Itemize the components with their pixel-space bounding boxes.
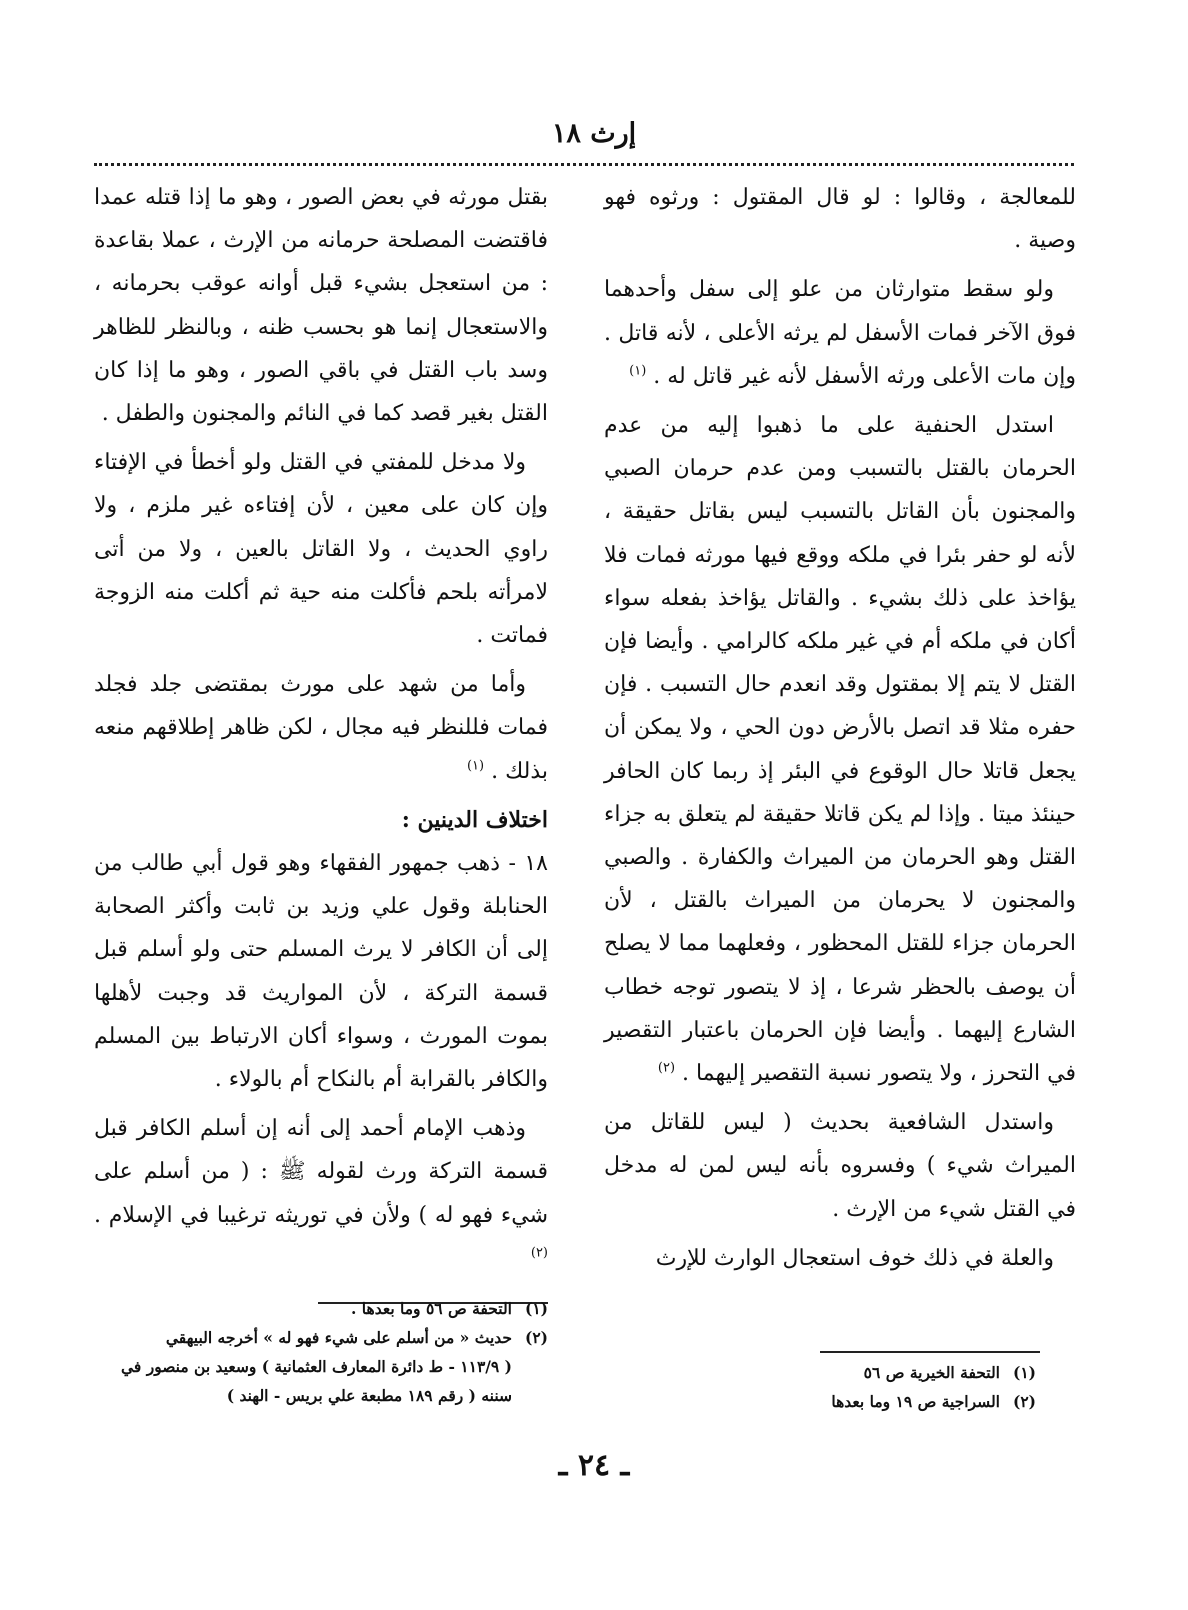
header-dotted-rule	[94, 163, 1074, 166]
paragraph: والعلة في ذلك خوف استعجال الوارث للإرث	[655, 1245, 1054, 1271]
right-footnotes	[604, 1358, 1036, 1416]
paragraph: ١٨ - ذهب جمهور الفقهاء وهو قول أبي طالب من الحنابلة وقول علي وزيد بن ثابت وأكثر الصحابة إلى أن الكافر لا يرث المسلم حتى ولو أسلم قبل قسمة التركة ، لأن المواريث قد وجبت لأهلها بموت المورث ، وسواء أكان الارتباط بين المسلم والكافر بالقرابة أم بالنكاح أم بالولاء .	[94, 851, 548, 1093]
page-number: ـ ٢٤ ـ	[558, 1448, 630, 1483]
paragraph: ولا مدخل للمفتي في القتل ولو أخطأ في الإفتاء وإن كان على معين ، لأن إفتاءه غير ملزم ، ولا راوي الحديث ، ولا القاتل بالعين ، ولا من أتى لامرأته بلحم فأكلت منه حية ثم أكلت منه الزوجة فماتت .	[94, 450, 548, 649]
paragraph: ولو سقط متوارثان من علو إلى سفل وأحدهما فوق الآخر فمات الأسفل لم يرثه الأعلى ، لأنه قاتل . وإن مات الأعلى ورثه الأسفل لأنه غير قاتل له . $^{(١)}$	[604, 277, 1076, 389]
footnote: (٢)السراجية ص ١٩ وما بعدها	[831, 1392, 1036, 1411]
right-column	[604, 176, 1076, 1286]
footnote: (١)التحفة الخيرية ص ٥٦	[863, 1363, 1036, 1382]
footnote-ref: (١)	[466, 758, 485, 774]
paragraph: للمعالجة ، وقالوا : لو قال المقتول : ورثوه فهو وصية .	[604, 185, 1076, 254]
footnote-ref: (٢)	[657, 1060, 676, 1076]
footnote: (١)التحفة ص ٥٦ وما بعدها .	[351, 1299, 548, 1318]
paragraph: بقتل مورثه في بعض الصور ، وهو ما إذا قتله عمدا فاقتضت المصلحة حرمانه من الإرث ، عملا بقاعدة : من استعجل بشيء قبل أوانه عوقب بحرمانه ، والاستعجال إنما هو بحسب ظنه ، وبالنظر للظاهر وسد باب القتل في باقي الصور ، وهو ما إذا كان القتل بغير قصد كما في النائم والمجنون والطفل .	[94, 185, 549, 427]
left-footnotes	[94, 1294, 548, 1410]
paragraph: وذهب الإمام أحمد إلى أنه إن أسلم الكافر قبل قسمة التركة ورث لقوله ﷺ : ( من أسلم على شيء فهو له ) ولأن في توريثه ترغيبا في الإسلام . $^{(٢)}$	[94, 1116, 548, 1261]
footnote: سننه ( رقم ١٨٩ مطبعة علي بريس - الهند )	[226, 1386, 512, 1405]
paragraph: استدل الحنفية على ما ذهبوا إليه من عدم الحرمان بالقتل بالتسبب ومن عدم حرمان الصبي والمجنون بأن القاتل بالتسبب ليس بقاتل حقيقة ، لأنه لو حفر بئرا في ملكه ووقع فيها مورثه فمات فلا يؤاخذ على ذلك بشيء . والقاتل يؤاخذ بفعله سواء أكان في ملكه أم في غير ملكه كالرامي . وأيضا فإن القتل لا يتم إلا بمقتول وقد انعدم حال التسبب . فإن حفره مثلا قد اتصل بالأرض دون الحي ، ولا يمكن أن يجعل قاتلا حال الوقوع في البئر إذ ربما كان الحافر حينئذ ميتا . وإذا لم يكن قاتلا حقيقة لم يتعلق به جزاء القتل وهو الحرمان من الميراث والكفارة . والصبي والمجنون لا يحرمان من الميراث بالقتل ، لأن الحرمان جزاء للقتل المحظور ، وفعلهما مما لا يصلح أن يوصف بالحظر شرعا ، إذ لا يتصور توجه خطاب الشارع إليهما . وأيضا فإن الحرمان باعتبار التقصير في التحرز ، ولا يتصور نسبة التقصير إليهما . $^{(٢)}$	[604, 413, 1076, 1087]
left-column	[94, 176, 548, 1286]
footnote-ref: (٢)	[530, 1245, 548, 1261]
paragraph: وأما من شهد على مورث بمقتضى جلد فجلد فمات فللنظر فيه مجال ، لكن ظاهر إطلاقهم منعه بذلك . $^{(١)}$	[94, 672, 548, 784]
paragraph: واستدل الشافعية بحديث ( ليس للقاتل من الميراث شيء ) وفسروه بأنه ليس لمن له مدخل في القتل شيء من الإرث .	[604, 1110, 1076, 1222]
footnote-rule	[820, 1351, 1040, 1353]
section-heading: اختلاف الدينين :	[401, 806, 548, 833]
footnote: ( ١١٣/٩ - ط دائرة المعارف العثمانية ) وسعيد بن منصور في	[121, 1357, 512, 1376]
footnote-ref: (١)	[629, 363, 647, 379]
footnote: (٢)حديث « من أسلم على شيء فهو له » أخرجه البيهقي	[165, 1328, 548, 1347]
running-title: إرث ١٨	[551, 118, 637, 149]
